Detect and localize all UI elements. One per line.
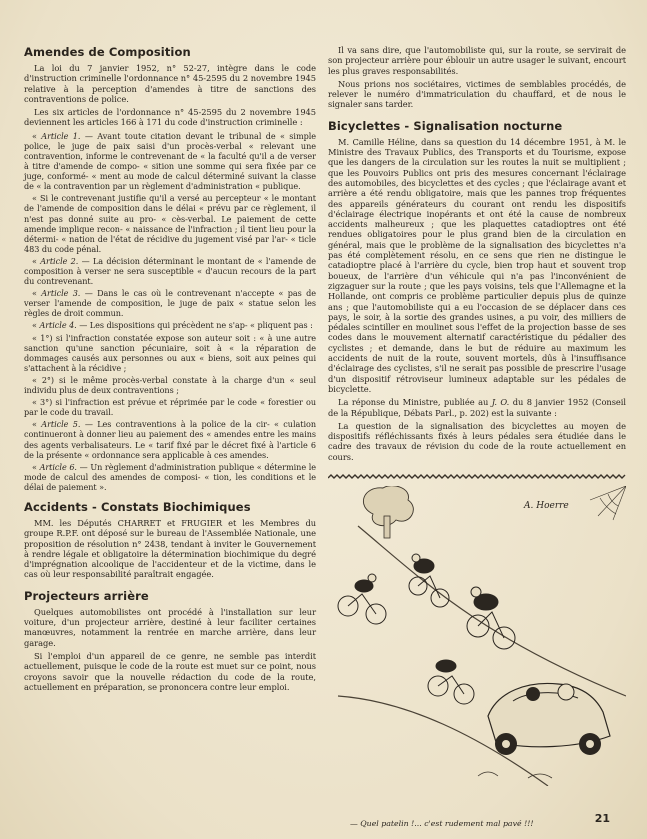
paragraph: Si l'emploi d'un appareil de ce genre, ne semble pas interdit actuellement, puisque le code de la route est muet sur ce point, nous croyons savoir que la nouvelle rédaction du code de la route, actuellement en préparation, se prononcera contre leur emploi. [24, 650, 316, 692]
journal-officiel: J. O. [491, 397, 510, 408]
section-title-accidents: Accidents - Constats Biochimiques [24, 499, 251, 514]
article-text: — Avant toute citation devant le tribunal de « simple police, le juge de paix saisi d'un procès-verbal « relevant une contravention, informe le contrevenant de « la faculté qu'il a de verser à titre d'amende de compo- « sition une somme qui sera fixée par ce juge, conformé- « ment au mode de calcul déterminé suivant la classe de « la contravention par un règlement d'administration « publique. [24, 130, 316, 192]
left-column [24, 45, 316, 695]
article-text: — Un règlement d'administration publique « détermine le mode de calcul des amendes de composi- « tion, les conditions et le délai de paiement ». [24, 461, 316, 492]
paragraph: Les six articles de l'ordonnance n° 45-2595 du 2 novembre 1945 deviennent les articles 166 à 171 du code d'instruction criminelle : [24, 107, 316, 128]
article-1-continued: « Si le contrevenant justifie qu'il a versé au percepteur « le montant de l'amende de composition dans le délai « prévu par ce règlement, il n'est pas donné suite au pro- « cès-verbal. Le paiement de cette amende implique recon- « naissance de l'infraction ; il tient lieu pour la détermi- « nation de l'état de récidive du jugement visé par l'ar- « ticle 483 du code pénal. [24, 193, 316, 254]
cartoon-caption: — Quel patelin !... c'est rudement mal pavé !!! [350, 819, 534, 828]
article-4-item-1: « 1°) si l'infraction constatée expose son auteur soit : « à une autre sanction qu'une sanction pécuniaire, soit à « la réparation de dommages causés aux personnes ou aux « biens, soit aux peines qui s'attachent à la récidive ; [24, 332, 316, 373]
article-text: — Les dispositions qui précèdent ne s'ap- « pliquent pas : [79, 320, 313, 331]
article-text: — La décision déterminant le montant de « l'amende de composition à verser ne sera susceptible « d'aucun recours de la part du contrevenant. [24, 255, 317, 287]
paragraph: La loi du 7 janvier 1952, n° 52-27, intègre dans le code d'instruction criminelle l'ordonnance n° 45-2595 du 2 novembre 1945 relative à la perception d'amendes à titre de sanctions des contraventions de police. [24, 63, 316, 104]
article-text: — Dans le cas où le contrevenant n'accepte « pas de verser l'amende de composition, le juge de paix « statue selon les règles de droit commun. [24, 288, 316, 319]
section-title-projecteurs: Projecteurs arrière [24, 588, 149, 603]
paragraph: Quelques automobilistes ont procédé à l'installation sur leur voiture, d'un projecteur arrière, destiné à leur faciliter certaines manœuvres, notamment la rentrée en marche arrière, dans leur garage. [24, 606, 316, 648]
article-label: Article 5. [41, 419, 81, 430]
paragraph [328, 397, 626, 418]
article-2: « Article 2. — La décision déterminant le montant de « l'amende de composition à verser ne sera susceptible « d'aucun recours de la part du contrevenant. [24, 255, 317, 287]
paragraph: Il va sans dire, que l'automobiliste qui, sur la route, se servirait de son projecteur arrière pour éblouir un autre usager le suivant, encourt les plus graves responsabilités. [328, 45, 626, 76]
paragraph: MM. les Députés CHARRET et FRUGIER et les Membres du groupe R.P.F. ont déposé sur le bureau de l'Assemblée Nationale, une proposition de résolution n° 2438, tendant à inviter le Gouvernement à rendre légale et obligatoire la détermination biochimique du degré d'imprégnation alcoolique de l'accidenteur et de la victime, dans le cas où leur responsabilité paraîtrait engagée. [24, 517, 316, 580]
article-6: « Article 6. — Un règlement d'administration publique « détermine le mode de calcul des amendes de composi- « tion, les conditions et le délai de paiement ». [24, 461, 316, 492]
article-label: Article 1. [41, 130, 81, 141]
paragraph: M. Camille Héline, dans sa question du 14 décembre 1951, à M. le Ministre des Travaux Publics, des Transports et du Tourisme, expose que les dangers de la circulation sur les routes la nuit se multiplient ; que les Pouvoirs Publics ont pris des mesures concernant l'éclairage des automobiles, des bicyclettes et des cycles ; que l'éclairage avant et arrière a été rendu obligatoire, mais que les pannes trop fréquentes des appareils générateurs du courant ont rendu les dispositifs d'éclairage électrique inopérants et ont été la cause de nombreux accidents malheureux ; que les plaquettes catadioptres ont été rendues obligatoires pour le plus grand bien de la circulation en général, mais que le problème de la signalisation des bicyclettes n'a pas été complètement résolu, en ce sens que rien ne distingue le catadioptre placé à l'arrière du cycle, bien trop haut et souvent trop boueux, de l'arrière d'un véhicule qui n'a pas l'inconvénient de zigzaguer sur la route ; que les pays voisins, tels que l'Allemagne et la Hollande, ont compris ce problème particulier depuis plus de quinze ans ; que l'automobiliste qui a eu l'occasion de se déplacer dans ces pays, le soir, à la sortie des grandes usines, a pu voir, des milliers de pédales scintiller en moulinet sous l'effet de la projection basse de ses codes dans le mouvement alternatif caractéristique du pédalier des cyclistes ; et demande, dans le but de réduire au maximum les accidents de nuit de la route, souvent mortels, dûs à l'insuffisance d'éclairage des cyclistes, s'il ne serait pas possible de prescrire l'usage d'un dispositif rétroviseur lumineux adaptable sur les pédales de bicyclette. [328, 136, 626, 394]
article-text: — Les contraventions à la police de la cir- « culation continueront à donner lieu au paiement des « amendes entre les mains des agents verbalisateurs. Le « tarif fixé par le décret fixé à l'article 6 de la présente « ordonnance sera applicable à ces amendes. [24, 419, 316, 460]
article-4-item-2: « 2°) si le même procès-verbal constate à la charge d'un « seul individu plus de deux contraventions ; [24, 374, 316, 396]
article-label: Article 4. [39, 320, 77, 331]
section-title-amendes: Amendes de Composition [24, 45, 191, 59]
fallen-cyclist-4 [428, 660, 474, 704]
paragraph: Nous prions nos sociétaires, victimes de semblables procédés, de relever le numéro d'immatriculation du chauffard, et de nous le signaler sans tarder. [328, 78, 626, 110]
car-drawing [488, 683, 610, 755]
page-number: 21 [594, 812, 610, 825]
article-label: Article 3. [41, 288, 81, 299]
article-1: « Article 1. — Avant toute citation devant le tribunal de « simple police, le juge de paix saisi d'un procès-verbal « relevant une contravention, informe le contrevenant de « la faculté qu'il a de verser à titre d'amende de compo- « sition une somme qui sera fixée par ce juge, conformé- « ment au mode de calcul déterminé suivant la classe de « la contravention par un règlement d'administration « publique. [24, 130, 316, 192]
right-column [328, 45, 626, 790]
article-label: Article 2. [40, 255, 79, 266]
artist-signature: A. Hoerre [524, 500, 569, 511]
article-4-item-3: « 3°) si l'infraction est prévue et réprimée par le code « forestier ou par le code du travail. [24, 397, 316, 418]
article-5: « Article 5. — Les contraventions à la police de la cir- « culation continueront à donner lieu au paiement des « amendes entre les mains des agents verbalisateurs. Le « tarif fixé par le décret fixé à l'article 6 de la présente « ordonnance sera applicable à ces amendes. [24, 419, 316, 460]
decorative-zigzag-divider [328, 474, 626, 480]
section-title-bicyclettes: Bicyclettes - Signalisation nocturne [328, 118, 563, 133]
text: La réponse du Ministre, publiée au [338, 397, 492, 408]
spider-web-icon [590, 486, 626, 520]
article-label: Article 6. [39, 461, 77, 472]
article-3: « Article 3. — Dans le cas où le contrevenant n'accepte « pas de verser l'amende de composition, le juge de paix « statue selon les règles de droit commun. [24, 288, 316, 319]
text: du 8 janvier 1952 (Conseil de la République, Débats Parl., p. 202) est la suivante : [328, 397, 626, 418]
paragraph: La question de la signalisation des bicyclettes au moyen de dispositifs réfléchissants fixés à leurs pédales sera étudiée dans le cadre des travaux de révision du code de la route actuellement en cours. [328, 420, 626, 462]
fallen-cyclist-1 [338, 574, 386, 624]
article-4: « Article 4. — Les dispositions qui précèdent ne s'ap- « pliquent pas : [32, 320, 313, 331]
fallen-cyclist-2 [409, 554, 449, 607]
cartoon-illustration [328, 486, 626, 786]
tree-drawing [363, 486, 413, 538]
